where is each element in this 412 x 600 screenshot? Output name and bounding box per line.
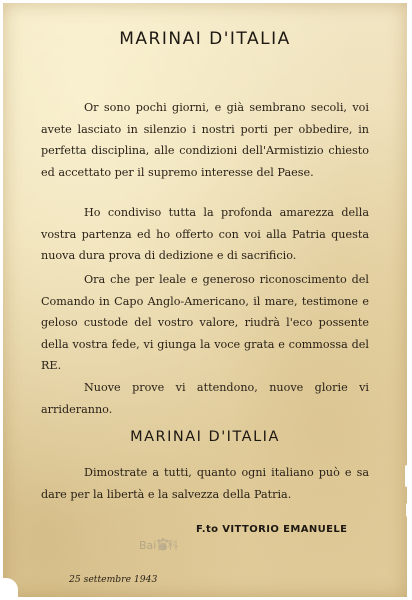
document-title: MARINAI D'ITALIA [119,29,291,49]
sub-heading: MARINAI D'ITALIA [130,429,280,445]
paragraph-1: Or sono pochi giorni, e già sembrano secoli, voi avete lasciato in silenzio i nostri porti per obbedire, in perfetta disciplina, alle condizioni dell'Armistizio chiesto ed accettato per il supremo interesse del Paese. [41,101,369,179]
document-date: 25 settembre 1943 [69,574,158,585]
paragraph-3: Ora che per leale e generoso riconoscimento del Comando in Capo Anglo-Americano, il mare, testimone e geloso custode del vostro valore, riudrà l'eco possente della vostra fede, vi giunga la voce grata e commossa del RE. [41,273,369,373]
torn-edge [405,465,410,487]
watermark [139,536,203,558]
document-sheet [3,3,407,597]
watermark-text: Bai百科 [139,539,179,552]
paragraph-2: Ho condiviso tutta la profonda amarezza della vostra partenza ed ho offerto con voi alla Patria questa nuova dura prova di dedizione e di sacrificio. [41,206,369,263]
closing-paragraph: Dimostrate a tutti, quanto ogni italiano può e sa dare per la libertà e la salvezza della Patria. [41,466,369,501]
paragraph-4: Nuove prove vi attendono, nuove glorie vi arrideranno. [41,381,369,416]
signature: F.to VITTORIO EMANUELE [196,524,348,535]
torn-edge [0,578,18,600]
torn-edge [406,503,410,517]
